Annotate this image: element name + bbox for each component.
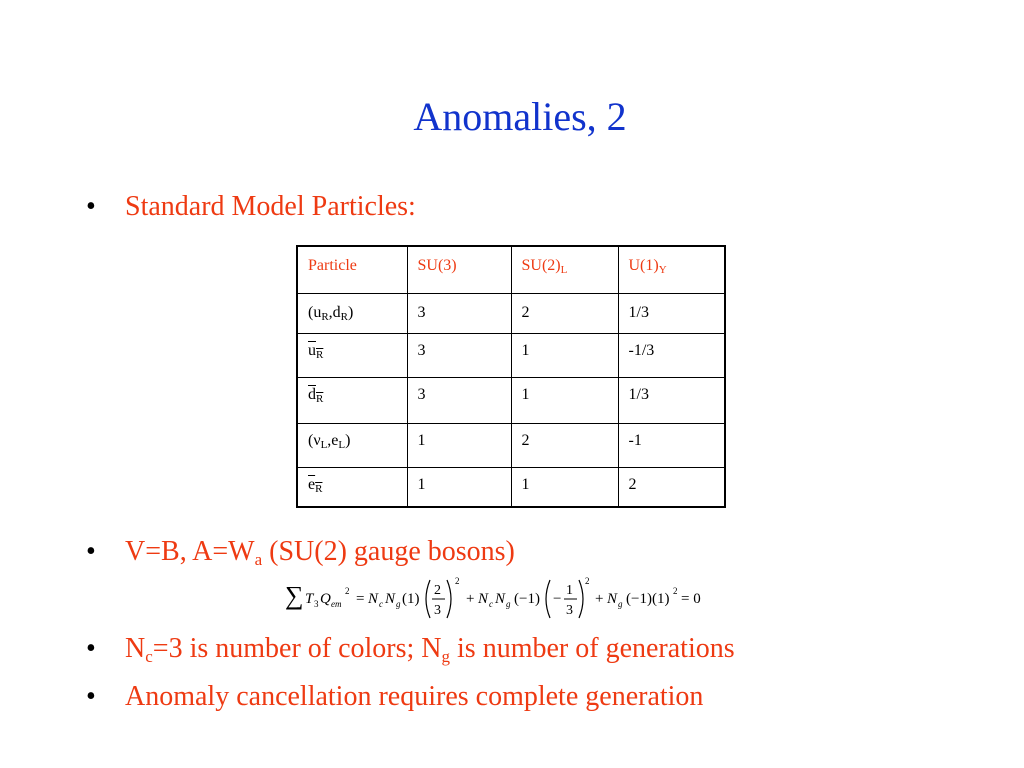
su3-cell: 3 [407, 333, 511, 377]
table-row [297, 377, 725, 423]
eq-t-sub: 3 [314, 599, 319, 609]
frac1-den: 3 [434, 603, 441, 618]
bullet-text-part: N [125, 633, 146, 664]
particle-cell [297, 423, 407, 467]
eq-ng-sub-3: g [618, 599, 623, 609]
paren-left [546, 580, 550, 618]
paren-right [579, 580, 583, 618]
particle-cell [297, 293, 407, 333]
particle-sub: R [321, 310, 329, 323]
frac2-sq: 2 [585, 576, 590, 586]
header-particle: Particle [297, 246, 407, 293]
anomaly-equation [285, 570, 725, 622]
eq-sq: 2 [345, 586, 350, 596]
particle-part: u [308, 341, 316, 359]
eq-q: Q [320, 591, 331, 607]
bullet-marker: • [86, 191, 96, 222]
su2-cell: 2 [511, 423, 618, 467]
particle-table [296, 245, 726, 508]
eq-minus-one: (−1) [514, 591, 540, 607]
frac1-num: 2 [434, 583, 441, 598]
su2-cell: 1 [511, 377, 618, 423]
bullet-text-sub: g [441, 647, 451, 666]
su3-cell: 3 [407, 293, 511, 333]
particle-part: ,d [328, 303, 341, 321]
eq-nc-sub-2: c [489, 599, 493, 609]
particle-sub: R [315, 482, 323, 495]
particle-cell [297, 333, 407, 377]
su3-cell: 1 [407, 467, 511, 507]
header-u1-main: U(1) [628, 257, 659, 274]
bullet-gauge-bosons [125, 536, 515, 568]
su2-cell: 2 [511, 293, 618, 333]
sum-symbol: ∑ [285, 581, 304, 610]
bullet-anomaly-cancellation: Anomaly cancellation requires complete generation [125, 681, 704, 712]
frac1-sq: 2 [455, 576, 460, 586]
header-u1 [618, 246, 725, 293]
bullet-text-part: V=B, A=W [125, 536, 255, 567]
particle-antiparticle [308, 342, 323, 359]
u1-cell: 1/3 [618, 293, 725, 333]
u1-cell: -1 [618, 423, 725, 467]
particle-antiparticle [308, 476, 322, 493]
frac2-den: 3 [566, 603, 573, 618]
bullet-marker: • [86, 536, 96, 567]
bullet-text-part: is number of generations [450, 633, 735, 664]
particle-sub: R [316, 392, 324, 405]
eq-last: (−1)(1) [626, 591, 670, 607]
particle-part: (u [308, 303, 322, 321]
particle-cell [297, 467, 407, 507]
bullet-marker: • [86, 681, 96, 712]
paren-right [447, 580, 451, 618]
table-row [297, 423, 725, 467]
particle-part: ) [345, 431, 351, 449]
eq-t: T [305, 591, 314, 607]
eq-nc: N [368, 591, 379, 607]
eq-q-sub: em [331, 599, 342, 609]
bullet-colors-generations [125, 633, 735, 665]
su3-cell: 3 [407, 377, 511, 423]
eq-ng-sub: g [396, 599, 401, 609]
eq-nc-sub: c [379, 599, 383, 609]
particle-sub: R [316, 348, 324, 361]
bullet-text-part: =3 is number of colors; N [152, 633, 442, 664]
table-header-row [297, 246, 725, 293]
table-row [297, 333, 725, 377]
su3-cell: 1 [407, 423, 511, 467]
frac2-num: 1 [566, 583, 573, 598]
eq-one: (1) [402, 591, 420, 607]
particle-part: (ν [308, 431, 321, 449]
eq-plus: + [466, 591, 475, 607]
eq-minus: − [553, 591, 562, 607]
particle-cell [297, 377, 407, 423]
header-su2-sub: L [560, 264, 568, 276]
bullet-marker: • [86, 633, 96, 664]
eq-ng-sub-2: g [506, 599, 511, 609]
particle-sub: L [338, 438, 346, 451]
table-row [297, 467, 725, 507]
particle-part: e [308, 475, 316, 493]
table-row [297, 293, 725, 333]
bullet-text-sub: c [145, 647, 153, 666]
u1-cell: -1/3 [618, 333, 725, 377]
eq-ng-2: N [495, 591, 506, 607]
eq-ng: N [385, 591, 396, 607]
particle-part: d [308, 385, 316, 403]
particle-part: ,e [327, 431, 339, 449]
paren-left [426, 580, 430, 618]
eq-zero: = 0 [681, 591, 701, 607]
su2-cell: 1 [511, 333, 618, 377]
header-u1-sub: Y [658, 264, 667, 276]
particle-sub: L [320, 438, 328, 451]
bullet-text-sub: a [254, 550, 263, 569]
particle-sub: R [340, 310, 349, 323]
eq-nc-2: N [478, 591, 489, 607]
header-su3: SU(3) [407, 246, 511, 293]
bullet-text-part: (SU(2) gauge bosons) [262, 536, 515, 567]
eq-equals: = [356, 591, 365, 607]
eq-ng-3: N [607, 591, 618, 607]
particle-antiparticle [308, 386, 323, 403]
u1-cell: 2 [618, 467, 725, 507]
bullet-standard-model: Standard Model Particles: [125, 191, 416, 222]
su2-cell: 1 [511, 467, 618, 507]
eq-plus-2: + [595, 591, 604, 607]
header-su2 [511, 246, 618, 293]
particle-part: ) [348, 303, 354, 321]
eq-last-sq: 2 [673, 586, 678, 596]
header-su2-main: SU(2) [521, 257, 561, 274]
slide-title: Anomalies, 2 [413, 94, 627, 139]
u1-cell: 1/3 [618, 377, 725, 423]
